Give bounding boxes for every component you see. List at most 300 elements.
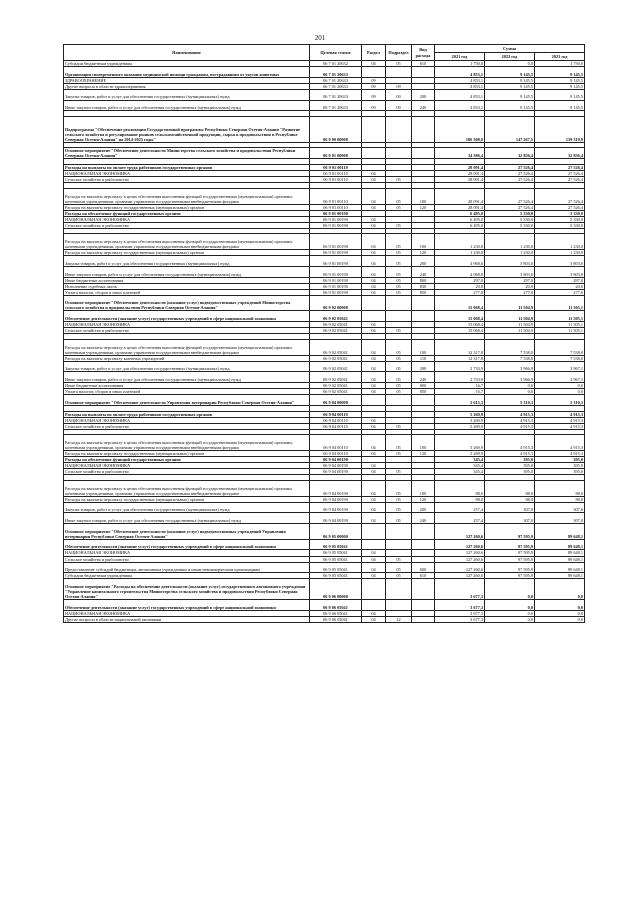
row-exp-type	[412, 311, 435, 322]
row-sum-2021: 15 068,4	[435, 328, 485, 334]
row-subsection: 05	[386, 177, 412, 183]
row-subsection: 05	[386, 480, 412, 496]
row-section: 04	[362, 417, 386, 423]
row-subsection: 12	[386, 616, 412, 622]
row-sum-2021: 127 260,6	[435, 550, 485, 556]
row-target: 06 9 01 00000	[310, 148, 362, 159]
row-subsection: 05	[386, 502, 412, 513]
row-target: 06 9 05 05041	[310, 550, 362, 556]
row-section: 04	[362, 266, 386, 277]
row-section	[362, 579, 386, 600]
row-section: 04	[362, 513, 386, 524]
row-sum-2022: 20,0	[485, 283, 535, 289]
row-sum-2023: 4 915,3	[535, 411, 585, 417]
table-row	[64, 372, 585, 383]
row-name: Исполнение судебных актов	[64, 283, 310, 289]
row-sum-2021: 3 677,3	[435, 579, 485, 600]
row-exp-type: 200	[412, 89, 435, 100]
row-exp-type: 120	[412, 451, 435, 457]
row-sum-2022: 9 145,5	[485, 67, 535, 78]
row-sum-2023: 0,0	[535, 600, 585, 611]
row-exp-type: 800	[412, 277, 435, 283]
row-target: 06 9 05 05041	[310, 573, 362, 579]
row-name: Подпрограмма "Обеспечение реализации Государственной программы Республики Северная Осетия-Алания "Развитие сельского хозяйства и регулирование рынков сельскохозяйственной продукции, сырья и продовольствия в Республике Северная Осетия-Алания" на 2014-2025 годы"	[64, 116, 310, 142]
row-name: Расходы на выплаты персоналу в целях обеспечения выполнения функций государственными (муниципальными) органами, казенными учреждениями, органами управления государственными внебюджетными фондами	[64, 480, 310, 496]
row-sum-2021: 88,0	[435, 480, 485, 496]
row-name: Закупка товаров, работ и услуг для обеспечения государственных (муниципальных) нужд	[64, 361, 310, 372]
row-name: Расходы на выплаты персоналу государственных (муниципальных) органов	[64, 204, 310, 210]
row-section: 04	[362, 355, 386, 361]
table-row	[64, 311, 585, 322]
row-sum-2021: 3 677,3	[435, 610, 485, 616]
row-exp-type: 100	[412, 234, 435, 250]
row-subsection	[386, 524, 412, 540]
row-target: 06 9 04 00190	[310, 496, 362, 502]
row-name: Основное мероприятие "Обеспечение деятельности (оказание услуг) подведомственных учреждений Министерства сельского хозяйства и продовольствия Республики Северная Осетия-Алания"	[64, 295, 310, 311]
row-section	[362, 67, 386, 78]
row-sum-2021: 34 386,4	[435, 148, 485, 159]
row-subsection	[386, 579, 412, 600]
row-name: Расходы на выплаты по оплате труда работников государственных органов	[64, 165, 310, 171]
row-target: 06 9 01 00190	[310, 234, 362, 250]
row-exp-type: 120	[412, 496, 435, 502]
row-sum-2021: 28 091,4	[435, 188, 485, 204]
row-sum-2022: 11 504,9	[485, 328, 535, 334]
row-sum-2022: 307,0	[485, 513, 535, 524]
row-section: 04	[362, 250, 386, 256]
row-exp-type: 100	[412, 480, 435, 496]
row-target: 06 9 02 00000	[310, 295, 362, 311]
row-name: Расходы на выплаты персоналу в целях обеспечения выполнения функций государственными (муниципальными) органами, казенными учреждениями, органами управления государственными внебюджетными фондами	[64, 435, 310, 451]
row-sum-2021: 3 677,3	[435, 616, 485, 622]
row-sum-2023: 89 648,1	[535, 539, 585, 550]
row-sum-2022: 1 230,0	[485, 250, 535, 256]
row-subsection	[386, 539, 412, 550]
row-sum-2023: 9 145,5	[535, 77, 585, 83]
row-sum-2022: 9 145,5	[485, 83, 535, 89]
row-exp-type: 610	[412, 573, 435, 579]
row-exp-type: 100	[412, 435, 435, 451]
row-section: 04	[362, 383, 386, 389]
row-sum-2022: 277,0	[485, 289, 535, 295]
row-sum-2021: 297,0	[435, 277, 485, 283]
row-sum-2022: 4 915,3	[485, 411, 535, 417]
row-sum-2023: 27 526,4	[535, 188, 585, 204]
row-sum-2022: 0,0	[485, 61, 535, 67]
header-year-2023: 2023 год	[535, 53, 585, 61]
row-sum-2022: 5 330,0	[485, 216, 535, 222]
row-name: НАЦИОНАЛЬНАЯ ЭКОНОМИКА	[64, 171, 310, 177]
row-subsection: 05	[386, 372, 412, 383]
row-section	[362, 295, 386, 311]
row-sum-2021: 15 068,4	[435, 311, 485, 322]
row-sum-2022: 0,0	[485, 616, 535, 622]
row-sum-2022: 32 856,4	[485, 148, 535, 159]
row-section: 04	[362, 469, 386, 475]
row-sum-2022: 4 915,3	[485, 423, 535, 429]
row-exp-type: 830	[412, 283, 435, 289]
row-target: 06 9 02 05041	[310, 339, 362, 355]
row-sum-2022: 97 595,9	[485, 524, 535, 540]
row-sum-2023: 89 648,1	[535, 524, 585, 540]
row-subsection: 05	[386, 435, 412, 451]
row-subsection: 05	[386, 562, 412, 573]
row-subsection	[386, 116, 412, 142]
row-sum-2023: 88,0	[535, 480, 585, 496]
row-sum-2023: 4 915,3	[535, 417, 585, 423]
row-exp-type	[412, 116, 435, 142]
table-row	[64, 116, 585, 142]
row-sum-2023: 27 526,4	[535, 171, 585, 177]
row-target: 06 9 04 00190	[310, 463, 362, 469]
row-exp-type: 200	[412, 361, 435, 372]
row-sum-2021: 4 853,1	[435, 77, 485, 83]
row-sum-2021: 28 091,4	[435, 204, 485, 210]
row-name: Другие вопросы в области национальной экономики	[64, 616, 310, 622]
row-subsection: 05	[386, 423, 412, 429]
row-name: Субсидии бюджетным учреждениям	[64, 61, 310, 67]
row-sum-2022: 3 966,9	[485, 361, 535, 372]
row-section: 04	[362, 171, 386, 177]
row-sum-2023: 4 915,3	[535, 435, 585, 451]
row-sum-2023: 89 648,1	[535, 556, 585, 562]
table-row	[64, 361, 585, 372]
row-target: 06 9 01 00190	[310, 266, 362, 277]
row-target: 06 9 01 00110	[310, 204, 362, 210]
row-section: 04	[362, 573, 386, 579]
row-target: 06 9 01 00190	[310, 250, 362, 256]
row-exp-type	[412, 539, 435, 550]
row-sum-2022: 11 504,9	[485, 311, 535, 322]
row-sum-2022: 97 595,9	[485, 562, 535, 573]
row-subsection: 05	[386, 204, 412, 210]
row-sum-2021: 127 260,6	[435, 524, 485, 540]
row-sum-2021: 1 230,0	[435, 250, 485, 256]
row-sum-2021: 257,4	[435, 513, 485, 524]
row-name: Расходы на выплаты персоналу государственных (муниципальных) органов	[64, 496, 310, 502]
table-row	[64, 524, 585, 540]
row-name: НАЦИОНАЛЬНАЯ ЭКОНОМИКА	[64, 550, 310, 556]
row-target: 06 9 01 00110	[310, 165, 362, 171]
row-subsection: 05	[386, 289, 412, 295]
row-sum-2021: 3 677,3	[435, 600, 485, 611]
row-target: 06 9 04 00110	[310, 423, 362, 429]
row-sum-2023: 139 319,9	[535, 116, 585, 142]
row-target: 06 7 01 20633	[310, 100, 362, 111]
row-section: 04	[362, 451, 386, 457]
row-target: 06 9 04 00190	[310, 480, 362, 496]
row-sum-2021: 88,0	[435, 496, 485, 502]
row-target: 06 9 01 00190	[310, 283, 362, 289]
row-sum-2021: 15 068,4	[435, 322, 485, 328]
row-sum-2022: 27 526,4	[485, 188, 535, 204]
row-name: Другие вопросы в области здравоохранения	[64, 83, 310, 89]
row-section: 04	[362, 480, 386, 496]
row-exp-type	[412, 524, 435, 540]
row-sum-2022: 0,0	[485, 383, 535, 389]
row-sum-2021: 20,0	[435, 283, 485, 289]
row-name: Расходы на выплаты по оплате труда работников государственных органов	[64, 411, 310, 417]
row-target: 06 7 01 20633	[310, 83, 362, 89]
row-target: 06 9 01 00190	[310, 277, 362, 283]
row-subsection: 05	[386, 513, 412, 524]
row-section: 04	[362, 556, 386, 562]
header-subsection: Подраздел	[386, 45, 412, 61]
row-target: 06 9 04 00000	[310, 395, 362, 406]
row-name: Закупка товаров, работ и услуг для обеспечения государственных (муниципальных) нужд	[64, 89, 310, 100]
row-sum-2023: 307,0	[535, 502, 585, 513]
row-sum-2021: 127 260,6	[435, 573, 485, 579]
row-target: 06 9 02 05041	[310, 372, 362, 383]
header-section: Раздел	[362, 45, 386, 61]
row-target: 06 9 01 00110	[310, 177, 362, 183]
row-name: Сельское хозяйство и рыболовство	[64, 328, 310, 334]
table-header	[64, 45, 585, 61]
row-target: 06 9 06 00000	[310, 579, 362, 600]
table-row	[64, 100, 585, 111]
row-sum-2022: 11 504,9	[485, 322, 535, 328]
table-row	[64, 579, 585, 600]
row-target: 06 9 04 00110	[310, 417, 362, 423]
row-sum-2023: 3 803,0	[535, 256, 585, 267]
row-sum-2023: 9 145,5	[535, 67, 585, 78]
row-section: 04	[362, 322, 386, 328]
table-row	[64, 89, 585, 100]
row-sum-2022: 5 330,0	[485, 210, 535, 216]
row-sum-2021: 2 733,9	[435, 372, 485, 383]
row-target: 06 7 01 20633	[310, 67, 362, 78]
row-sum-2023: 4 915,3	[535, 423, 585, 429]
row-sum-2022: 0,0	[485, 610, 535, 616]
row-name: Организация своевременного оказания медицинской помощи гражданам, пострадавшим от укусов животных	[64, 67, 310, 78]
table-body	[64, 61, 585, 623]
row-section	[362, 524, 386, 540]
row-subsection: 05	[386, 250, 412, 256]
row-section: 04	[362, 502, 386, 513]
row-sum-2021: 5 269,9	[435, 411, 485, 417]
table-row	[64, 234, 585, 250]
header-year-2021: 2021 год	[435, 53, 485, 61]
row-sum-2022: 88,0	[485, 480, 535, 496]
row-name: Сельское хозяйство и рыболовство	[64, 469, 310, 475]
table-row	[64, 480, 585, 496]
row-subsection: 09	[386, 89, 412, 100]
row-sum-2022: 3 803,0	[485, 266, 535, 277]
row-sum-2023: 11 505,1	[535, 295, 585, 311]
row-target: 06 9 04 00190	[310, 469, 362, 475]
row-section	[362, 311, 386, 322]
header-name: Наименование	[64, 45, 310, 61]
row-sum-2022: 4 915,3	[485, 417, 535, 423]
row-name: Сельское хозяйство и рыболовство	[64, 556, 310, 562]
row-section: 04	[362, 204, 386, 210]
row-target: 06 9 04 00110	[310, 451, 362, 457]
row-name: Расходы на выплаты персоналу государственных (муниципальных) органов	[64, 451, 310, 457]
row-sum-2021: 12 317,8	[435, 339, 485, 355]
row-sum-2021: 127 260,6	[435, 562, 485, 573]
row-sum-2023: 9 145,5	[535, 89, 585, 100]
row-sum-2023: 3 967,1	[535, 361, 585, 372]
row-sum-2022: 11 504,9	[485, 295, 535, 311]
row-subsection: 05	[386, 61, 412, 67]
row-sum-2021: 345,4	[435, 463, 485, 469]
row-sum-2021: 127 260,6	[435, 539, 485, 550]
row-subsection	[386, 311, 412, 322]
row-name: НАЦИОНАЛЬНАЯ ЭКОНОМИКА	[64, 216, 310, 222]
row-sum-2022: 395,0	[485, 457, 535, 463]
row-target: 06 9 05 05041	[310, 556, 362, 562]
row-sum-2021: 16,7	[435, 389, 485, 395]
header-target: Целевая статья	[310, 45, 362, 61]
row-section: 09	[362, 100, 386, 111]
row-sum-2022: 4 915,3	[485, 435, 535, 451]
row-sum-2021: 6 495,0	[435, 222, 485, 228]
row-name: НАЦИОНАЛЬНАЯ ЭКОНОМИКА	[64, 610, 310, 616]
row-sum-2022: 9 145,5	[485, 77, 535, 83]
row-exp-type	[412, 148, 435, 159]
row-sum-2022: 27 526,4	[485, 171, 535, 177]
row-target: 06 9 06 05041	[310, 600, 362, 611]
header-sum: Сумма	[435, 45, 585, 53]
table-row	[64, 395, 585, 406]
row-sum-2022: 27 526,4	[485, 165, 535, 171]
row-name: Закупка товаров, работ и услуг для обеспечения государственных (муниципальных) нужд	[64, 502, 310, 513]
row-sum-2021: 28 091,4	[435, 171, 485, 177]
row-exp-type: 110	[412, 355, 435, 361]
row-sum-2023: 7 538,0	[535, 355, 585, 361]
row-section: 04	[362, 496, 386, 502]
row-name: Уплата налогов, сборов и иных платежей	[64, 289, 310, 295]
row-sum-2023: 9 145,5	[535, 83, 585, 89]
row-sum-2022: 7 538,0	[485, 355, 535, 361]
row-section	[362, 148, 386, 159]
row-sum-2022: 97 595,9	[485, 556, 535, 562]
row-name: Закупка товаров, работ и услуг для обеспечения государственных (муниципальных) нужд	[64, 256, 310, 267]
row-exp-type: 600	[412, 562, 435, 573]
row-sum-2022: 1 230,0	[485, 234, 535, 250]
row-sum-2022: 297,0	[485, 277, 535, 283]
row-sum-2021: 277,0	[435, 289, 485, 295]
row-exp-type: 100	[412, 188, 435, 204]
row-subsection	[386, 148, 412, 159]
row-target: 06 9 02 05041	[310, 355, 362, 361]
row-subsection: 05	[386, 266, 412, 277]
row-name: ЗДРАВООХРАНЕНИЕ	[64, 77, 310, 83]
row-subsection: 09	[386, 100, 412, 111]
row-name: Иные закупки товаров, работ и услуг для обеспечения государственных (муниципальных) нужд	[64, 372, 310, 383]
header-exp-type: Вид расхода	[412, 45, 435, 61]
row-subsection: 05	[386, 283, 412, 289]
table-row	[64, 616, 585, 622]
table-row	[64, 562, 585, 573]
row-exp-type: 120	[412, 204, 435, 210]
row-sum-2021: 5 269,9	[435, 423, 485, 429]
header-year-2022: 2022 год	[485, 53, 535, 61]
row-exp-type: 100	[412, 339, 435, 355]
row-name: Сельское хозяйство и рыболовство	[64, 423, 310, 429]
row-subsection	[386, 600, 412, 611]
row-sum-2023: 5 330,0	[535, 210, 585, 216]
row-sum-2023: 277,0	[535, 289, 585, 295]
row-target: 06 9 01 00190	[310, 216, 362, 222]
row-target: 06 9 04 00110	[310, 435, 362, 451]
row-exp-type: 200	[412, 502, 435, 513]
row-subsection	[386, 295, 412, 311]
row-sum-2021: 15 068,4	[435, 295, 485, 311]
row-sum-2023: 89 648,1	[535, 573, 585, 579]
budget-table	[63, 44, 585, 623]
row-sum-2021: 4 853,1	[435, 100, 485, 111]
row-name: Обеспечение деятельности (оказание услуг) государственных учреждений в сфере национальной экономики	[64, 311, 310, 322]
row-name: Расходы на выплаты персоналу государственных (муниципальных) органов	[64, 250, 310, 256]
row-exp-type	[412, 616, 435, 622]
row-sum-2022: 5 310,3	[485, 395, 535, 406]
row-exp-type: 850	[412, 389, 435, 395]
row-sum-2022: 147 267,5	[485, 116, 535, 142]
row-sum-2023: 5 330,0	[535, 216, 585, 222]
row-target: 06 9 04 00190	[310, 457, 362, 463]
row-sum-2021: 12 317,8	[435, 355, 485, 361]
row-target: 06 7 01 20632	[310, 61, 362, 67]
row-sum-2022: 0,0	[485, 600, 535, 611]
row-sum-2023: 11 505,1	[535, 322, 585, 328]
row-name: НАЦИОНАЛЬНАЯ ЭКОНОМИКА	[64, 322, 310, 328]
row-sum-2021: 5 615,3	[435, 395, 485, 406]
row-sum-2022: 27 526,4	[485, 177, 535, 183]
row-target: 06 9 01 00190	[310, 222, 362, 228]
row-sum-2022: 0,0	[485, 389, 535, 395]
row-sum-2022: 3 803,0	[485, 256, 535, 267]
row-sum-2023: 1 230,0	[535, 250, 585, 256]
row-target: 06 9 05 05041	[310, 562, 362, 573]
row-sum-2023: 89 648,1	[535, 550, 585, 556]
row-section: 04	[362, 361, 386, 372]
row-sum-2022: 9 145,5	[485, 89, 535, 100]
row-sum-2023: 27 526,4	[535, 165, 585, 171]
row-target: 06 9 02 05041	[310, 383, 362, 389]
row-section: 04	[362, 256, 386, 267]
row-sum-2021: 4 968,0	[435, 256, 485, 267]
table-row	[64, 67, 585, 78]
row-exp-type: 240	[412, 372, 435, 383]
row-sum-2021: 4 853,1	[435, 67, 485, 78]
row-target: 06 9 01 00110	[310, 171, 362, 177]
table-row	[64, 539, 585, 550]
row-subsection: 05	[386, 469, 412, 475]
row-target: 06 9 02 05041	[310, 361, 362, 372]
row-name: Основное мероприятие "Расходы на обеспечение деятельности (оказание услуг) государственного автономного учреждения "Управление капитального строительства Министерства сельского хозяйства и продовольствия Республики Северная Осетия-Алания"	[64, 579, 310, 600]
row-target: 06 9 00 00000	[310, 116, 362, 142]
row-name: Иные закупки товаров, работ и услуг для обеспечения государственных (муниципальных) нужд	[64, 513, 310, 524]
row-name: Уплата налогов, сборов и иных платежей	[64, 389, 310, 395]
row-exp-type: 850	[412, 289, 435, 295]
row-section: 04	[362, 222, 386, 228]
row-exp-type: 240	[412, 266, 435, 277]
row-sum-2021: 5 269,9	[435, 435, 485, 451]
row-sum-2023: 307,0	[535, 513, 585, 524]
row-sum-2023: 0,0	[535, 579, 585, 600]
row-section: 04	[362, 610, 386, 616]
row-sum-2021: 2 733,9	[435, 361, 485, 372]
row-sum-2021: 5 269,9	[435, 451, 485, 457]
row-name: Расходы на выплаты персоналу в целях обеспечения выполнения функций государственными (муниципальными) органами, казенными учреждениями, органами управления государственными внебюджетными фондами	[64, 339, 310, 355]
row-name: Сельское хозяйство и рыболовство	[64, 177, 310, 183]
row-exp-type	[412, 600, 435, 611]
row-section: 09	[362, 89, 386, 100]
row-section: 04	[362, 372, 386, 383]
row-subsection: 05	[386, 234, 412, 250]
row-sum-2023: 27 526,4	[535, 177, 585, 183]
